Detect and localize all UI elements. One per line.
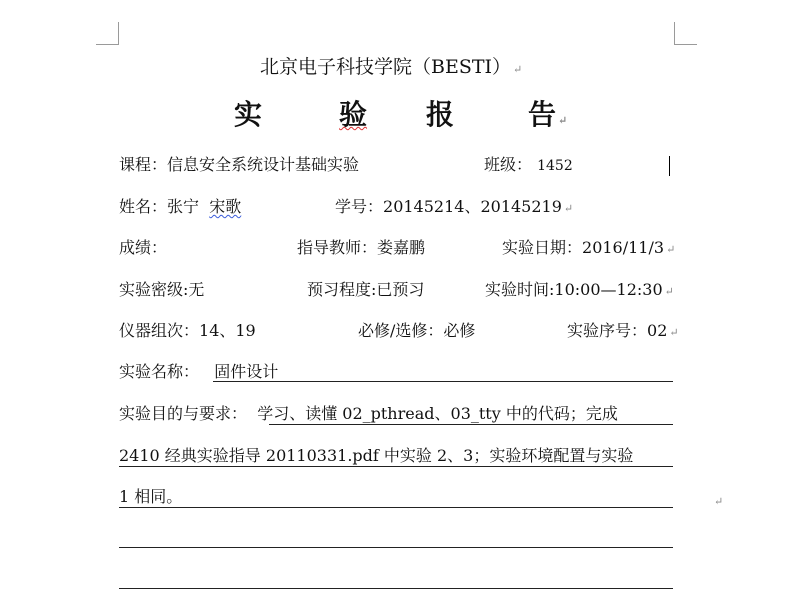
blank-rule-1: [119, 547, 673, 548]
school-header: 北京电子科技学院（BESTI） ↵: [260, 56, 523, 78]
title-char-1: 实: [234, 98, 263, 131]
page-corner-top-left: [96, 22, 119, 45]
text-cursor: [669, 156, 670, 176]
required-field: 必修/选修：必修: [358, 321, 476, 340]
purpose-line-2: 2410 经典实验指导 20110331.pdf 中实验 2、3；实验环境配置与实验: [119, 446, 634, 465]
group-field: 仪器组次：14、19: [119, 321, 256, 340]
prep-field: 预习程度:已预习: [307, 280, 425, 299]
purpose-underline-3: [119, 507, 673, 508]
purpose-underline-2: [119, 466, 673, 467]
paragraph-mark: ↵: [714, 495, 724, 508]
purpose-underline-1: [269, 424, 673, 425]
experiment-name-underline: [213, 381, 673, 382]
title-char-2: 验: [339, 98, 368, 131]
secrecy-field: 实验密级:无: [119, 280, 205, 299]
page-corner-top-right: [674, 22, 697, 45]
blank-rule-2: [119, 588, 673, 589]
course-field: 课程：信息安全系统设计基础实验: [119, 155, 360, 174]
grade-field: 成绩：: [119, 238, 168, 257]
date-field: 实验日期：2016/11/3 ↵: [502, 238, 676, 257]
class-field: 班级： 1452: [484, 155, 573, 174]
student-id-field: 学号：20145214、20145219 ↵: [335, 197, 574, 216]
sequence-field: 实验序号：02 ↵: [567, 321, 679, 340]
purpose-line-3: 1 相同。: [119, 487, 183, 506]
name-field: 姓名：张宁 宋歌: [119, 197, 242, 216]
teacher-field: 指导教师：娄嘉鹏: [297, 238, 426, 257]
purpose-line-1: 实验目的与要求： 学习、读懂 02_pthread、03_tty 中的代码；完成: [119, 404, 618, 423]
title-char-4: 告 ↵: [528, 98, 568, 131]
time-field: 实验时间:10:00—12:30 ↵: [485, 280, 674, 299]
title-char-3: 报: [426, 98, 455, 131]
experiment-name-field: 实验名称： 固件设计: [119, 362, 279, 381]
